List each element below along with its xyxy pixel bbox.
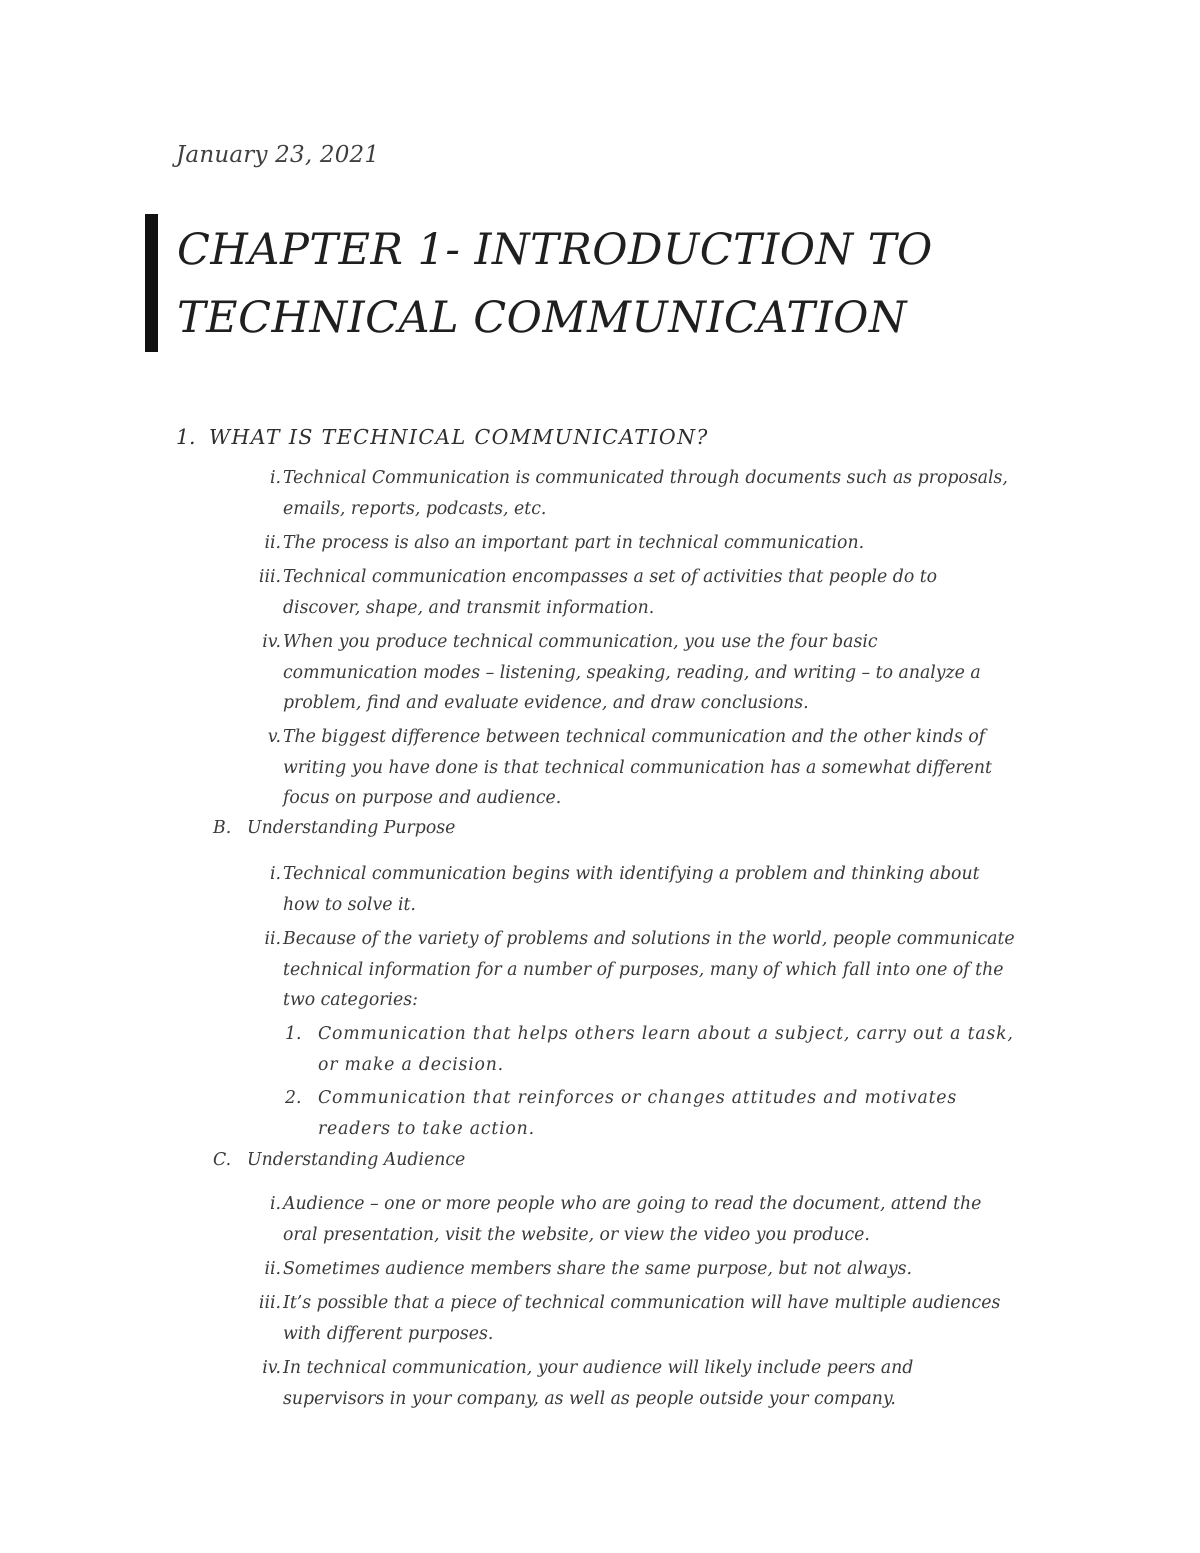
numbered-marker: 1. <box>285 1024 302 1044</box>
subsection-heading-text: Understanding Audience <box>247 1150 466 1170</box>
subsection-marker: C. <box>213 1150 232 1170</box>
list-marker: v. <box>267 727 281 747</box>
subsection-heading <box>213 1150 465 1170</box>
list-item <box>258 562 963 623</box>
list-item <box>269 1189 1008 1250</box>
section-heading <box>176 425 709 449</box>
subsection-heading <box>213 818 455 838</box>
document-date: January 23, 2021 <box>176 142 380 168</box>
section-heading-text: WHAT IS TECHNICAL COMMUNICATION? <box>209 425 709 449</box>
list-marker: i. <box>269 1194 281 1214</box>
list-item <box>269 859 1018 920</box>
list-item-text: Because of the variety of problems and solutions in the world, people communicate technical information for a number of purposes, many of which fall into one of the two categories: <box>283 929 1015 1010</box>
list-item <box>267 722 1028 814</box>
subsection-marker: B. <box>213 818 232 838</box>
list-marker: i. <box>269 864 281 884</box>
list-item-text: Technical Communication is communicated through documents such as proposals, emails, reports, podcasts, etc. <box>283 468 1008 519</box>
chapter-title <box>177 216 1157 352</box>
numbered-item <box>285 1019 1018 1080</box>
subsection-heading-text: Understanding Purpose <box>247 818 456 838</box>
numbered-item-text: Communication that helps others learn about a subject, carry out a task, or make a decision. <box>318 1024 1014 1075</box>
list-item-text: It’s possible that a piece of technical communication will have multiple audiences with different purposes. <box>283 1293 1001 1344</box>
list-item-text: In technical communication, your audience will likely include peers and supervisors in your company, as well as people outside your company. <box>283 1358 914 1409</box>
list-item <box>264 528 1043 559</box>
list-marker: iv. <box>262 632 281 652</box>
list-item <box>262 627 1013 719</box>
list-marker: i. <box>269 468 281 488</box>
numbered-item-text: Communication that reinforces or changes attitudes and motivates readers to take action. <box>318 1088 958 1139</box>
chapter-title-line-2: TECHNICAL COMMUNICATION <box>177 293 907 343</box>
list-item-text: Technical communication encompasses a set of activities that people do to discover, shape, and transmit information. <box>283 567 938 618</box>
list-marker: ii. <box>264 929 281 949</box>
list-item <box>264 1254 1043 1285</box>
section-number: 1. <box>176 425 196 449</box>
list-item-text: Audience – one or more people who are going to read the document, attend the oral presentation, visit the website, or view the video you produce. <box>283 1194 982 1245</box>
list-marker: ii. <box>264 1259 281 1279</box>
list-item-text: The biggest difference between technical communication and the other kinds of writing you have done is that technical communication has a somewhat different focus on purpose and audience. <box>283 727 992 808</box>
list-item <box>269 463 1043 524</box>
list-marker: iii. <box>258 1293 281 1313</box>
list-item <box>264 924 1028 1016</box>
chapter-title-line-1: CHAPTER 1- INTRODUCTION TO <box>177 225 933 275</box>
list-marker: iii. <box>258 567 281 587</box>
list-item <box>258 1288 1023 1349</box>
title-accent-bar <box>145 214 158 352</box>
list-marker: ii. <box>264 533 281 553</box>
list-item-text: Technical communication begins with identifying a problem and thinking about how to solve it. <box>283 864 980 915</box>
numbered-marker: 2. <box>285 1088 302 1108</box>
list-item-text: When you produce technical communication, you use the four basic communication modes – listening, speaking, reading, and writing – to analyze a problem, find and evaluate evidence, and draw conclusions. <box>283 632 981 713</box>
numbered-item <box>285 1083 978 1144</box>
list-item-text: Sometimes audience members share the same purpose, but not always. <box>283 1259 913 1279</box>
list-item-text: The process is also an important part in technical communication. <box>283 533 865 553</box>
list-item <box>262 1353 943 1414</box>
list-marker: iv. <box>262 1358 281 1378</box>
